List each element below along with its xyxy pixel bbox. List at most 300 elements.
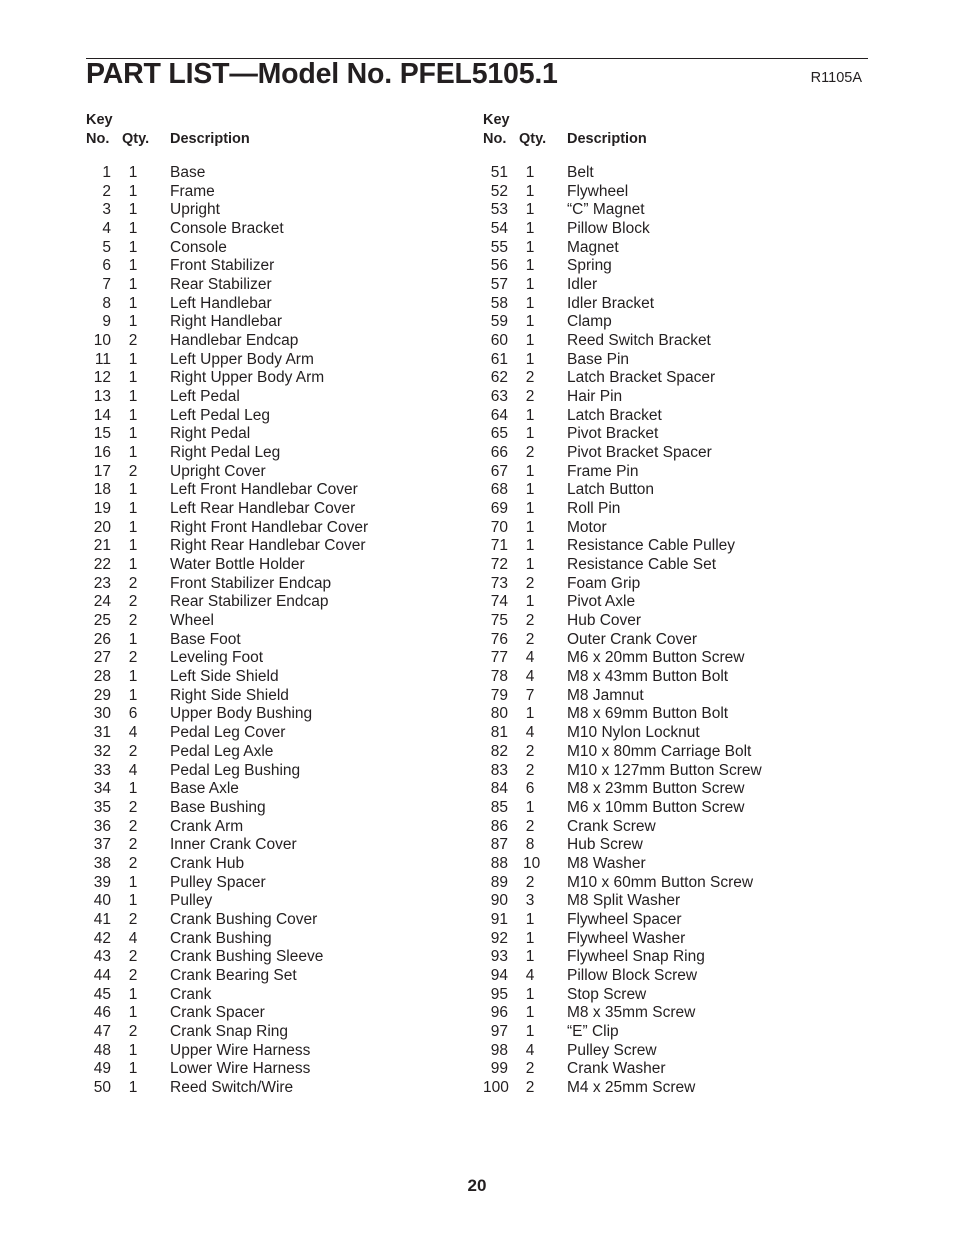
part-description: Frame Pin [567,462,639,480]
part-quantity: 1 [525,313,535,331]
part-key-number: 48 [93,1041,111,1059]
part-quantity: 1 [525,425,535,443]
part-key-number: 75 [490,612,508,630]
part-key-number: 14 [93,406,111,424]
part-quantity: 1 [128,164,138,181]
part-description: Base Pin [567,350,630,368]
part-quantity: 1 [525,220,535,238]
part-description: Right Side Shield [170,686,289,704]
part-description: Right Rear Handlebar Cover [170,537,366,555]
part-quantity: 4 [525,668,535,686]
part-key-number: 56 [490,257,508,275]
part-key-number: 28 [93,668,111,686]
part-key-number: 58 [490,294,508,312]
part-key-number: 29 [93,686,111,704]
part-description: Crank Snap Ring [170,1022,289,1040]
part-quantity: 1 [128,668,138,686]
part-quantity: 2 [128,948,138,966]
part-quantity: 1 [525,164,535,181]
part-key-number: 25 [93,612,111,630]
page-number: 20 [467,1176,487,1195]
part-key-number: 57 [490,276,508,294]
part-key-number: 40 [93,892,111,910]
part-quantity: 2 [128,854,138,872]
part-quantity: 1 [525,182,535,200]
part-key-number: 37 [93,836,111,854]
part-description: Base Axle [170,780,239,798]
part-description: Pulley Screw [567,1041,657,1059]
part-description: Spring [567,257,612,275]
part-key-number: 95 [490,985,508,1003]
part-description: Left Upper Body Arm [170,350,314,368]
part-quantity: 2 [525,742,535,760]
part-quantity: 2 [525,1060,535,1078]
part-key-number: 53 [490,201,508,219]
part-quantity: 1 [128,444,138,462]
part-quantity: 2 [525,574,535,592]
part-quantity: 1 [128,873,138,891]
part-key-number: 9 [102,313,111,331]
part-quantity: 1 [128,556,138,574]
part-key-number: 64 [490,406,508,424]
part-description: Rear Stabilizer Endcap [170,593,329,611]
part-description: Frame [170,182,215,200]
part-key-number: 88 [490,854,508,872]
part-description: Left Handlebar [170,294,272,312]
part-key-number: 45 [93,985,111,1003]
part-description: Front Stabilizer [170,257,275,275]
part-quantity: 6 [128,705,138,723]
part-quantity: 4 [525,1041,535,1059]
part-quantity: 1 [128,350,138,368]
part-description: Upper Wire Harness [170,1041,311,1059]
part-description: Flywheel Spacer [567,910,682,928]
part-key-number: 79 [490,686,508,704]
part-quantity: 1 [128,985,138,1003]
part-key-number: 82 [490,742,508,760]
part-key-number: 94 [490,966,508,984]
part-description: Console Bracket [170,220,284,238]
part-description: Right Front Handlebar Cover [170,518,369,536]
part-quantity: 1 [525,332,535,350]
part-key-number: 20 [93,518,111,536]
part-description: M8 x 69mm Button Bolt [567,705,729,723]
part-quantity: 2 [128,649,138,667]
part-quantity: 1 [525,406,535,424]
part-description: M8 Jamnut [567,686,644,704]
part-key-number: 72 [490,556,508,574]
part-description: Upper Body Bushing [170,705,313,723]
part-quantity: 1 [525,294,535,312]
part-key-number: 86 [490,817,508,835]
page-title: PART LIST—Model No. PFEL5105.1 [86,58,558,90]
part-description: Crank Bushing [170,929,272,947]
part-description: Water Bottle Holder [170,556,305,574]
part-description: M6 x 10mm Button Screw [567,798,745,816]
part-description: Clamp [567,313,612,331]
part-description: M8 x 43mm Button Bolt [567,668,729,686]
part-description: Resistance Cable Set [567,556,717,574]
part-key-number: 10 [93,332,111,350]
part-quantity: 2 [525,1078,535,1096]
part-description: Roll Pin [567,500,621,518]
part-key-number: 70 [490,518,508,536]
part-description: Pulley [170,892,213,910]
part-description: Idler Bracket [567,294,655,312]
part-quantity: 1 [128,276,138,294]
part-quantity: 1 [525,1004,535,1022]
part-quantity: 2 [128,1022,138,1040]
part-description: M8 Split Washer [567,892,681,910]
part-key-number: 47 [93,1022,111,1040]
part-key-number: 41 [93,910,111,928]
part-key-number: 4 [102,220,111,238]
part-description: Upright [170,201,220,219]
part-quantity: 2 [128,612,138,630]
part-description: Hub Screw [567,836,643,854]
part-description: Right Pedal [170,425,251,443]
document-code: R1105A [810,70,862,86]
part-key-number: 24 [93,593,111,611]
part-description: Latch Bracket Spacer [567,369,716,387]
part-quantity: 4 [128,929,138,947]
part-description: Leveling Foot [170,649,264,667]
part-key-number: 65 [490,425,508,443]
part-key-number: 1 [102,164,111,181]
part-quantity: 2 [128,836,138,854]
part-quantity: 1 [128,369,138,387]
part-description: Pivot Axle [567,593,636,611]
part-description: Upright Cover [170,462,266,480]
part-description: Right Upper Body Arm [170,369,325,387]
part-description: Outer Crank Cover [567,630,698,648]
part-description: M8 x 23mm Button Screw [567,780,745,798]
part-key-number: 16 [93,444,111,462]
part-quantity: 2 [128,798,138,816]
part-description: Inner Crank Cover [170,836,297,854]
part-quantity: 1 [128,238,138,256]
qty-header: Qty. [519,131,547,147]
part-description: Right Pedal Leg [170,444,281,462]
part-quantity: 4 [128,761,138,779]
part-description: Latch Bracket [567,406,662,424]
part-quantity: 4 [525,724,535,742]
part-quantity: 2 [128,332,138,350]
part-description: Pedal Leg Bushing [170,761,301,779]
part-quantity: 1 [525,238,535,256]
part-description: Crank Washer [567,1060,666,1078]
key-header: Key [483,112,510,128]
part-key-number: 87 [490,836,508,854]
part-key-number: 52 [490,182,508,200]
part-key-number: 3 [102,201,111,219]
part-quantity: 1 [525,948,535,966]
part-description: “C” Magnet [567,201,645,219]
part-key-number: 92 [490,929,508,947]
part-description: Base [170,164,206,181]
part-description: M10 x 80mm Carriage Bolt [567,742,752,760]
part-description: Pillow Block [567,220,650,238]
part-key-number: 90 [490,892,508,910]
part-description: Console [170,238,227,256]
part-key-number: 60 [490,332,508,350]
part-description: Crank Bearing Set [170,966,297,984]
part-description: Left Pedal Leg [170,406,270,424]
part-quantity: 1 [128,518,138,536]
part-key-number: 67 [490,462,508,480]
part-description: “E” Clip [567,1022,619,1040]
part-description: Flywheel Snap Ring [567,948,705,966]
part-key-number: 61 [490,350,508,368]
part-key-number: 100 [483,1078,509,1096]
part-quantity: 2 [525,444,535,462]
part-key-number: 71 [490,537,508,555]
part-quantity: 1 [525,481,535,499]
part-key-number: 62 [490,369,508,387]
part-quantity: 1 [128,406,138,424]
part-description: Base Foot [170,630,241,648]
part-description: Crank Hub [170,854,245,872]
part-quantity: 1 [525,257,535,275]
part-key-number: 46 [93,1004,111,1022]
part-key-number: 34 [93,780,111,798]
part-quantity: 2 [525,817,535,835]
part-description: Front Stabilizer Endcap [170,574,332,592]
part-key-number: 15 [93,425,111,443]
part-key-number: 85 [490,798,508,816]
part-quantity: 1 [525,556,535,574]
part-quantity: 1 [128,780,138,798]
part-quantity: 1 [128,388,138,406]
part-quantity: 1 [128,182,138,200]
part-quantity: 1 [128,425,138,443]
part-quantity: 1 [525,910,535,928]
part-quantity: 4 [525,649,535,667]
part-quantity: 2 [128,574,138,592]
part-key-number: 30 [93,705,111,723]
part-description: Flywheel [567,182,629,200]
part-quantity: 1 [128,537,138,555]
part-description: Left Rear Handlebar Cover [170,500,356,518]
part-key-number: 98 [490,1041,508,1059]
part-description: Pedal Leg Axle [170,742,274,760]
part-quantity: 1 [525,985,535,1003]
part-quantity: 2 [525,873,535,891]
part-description: Lower Wire Harness [170,1060,311,1078]
key-header: Key [86,112,113,128]
part-description: Crank Spacer [170,1004,265,1022]
part-description: Magnet [567,238,619,256]
no-header: No. [86,131,110,147]
part-description: Idler [567,276,598,294]
part-key-number: 81 [490,724,508,742]
part-quantity: 1 [128,1004,138,1022]
part-quantity: 1 [128,257,138,275]
part-key-number: 91 [490,910,508,928]
part-key-number: 42 [93,929,111,947]
part-quantity: 4 [128,724,138,742]
part-description: M8 x 35mm Screw [567,1004,696,1022]
part-quantity: 1 [128,294,138,312]
part-quantity: 1 [525,462,535,480]
part-quantity: 1 [525,798,535,816]
part-quantity: 2 [128,593,138,611]
part-key-number: 77 [490,649,508,667]
part-key-number: 99 [490,1060,508,1078]
part-key-number: 49 [93,1060,111,1078]
part-quantity: 1 [525,705,535,723]
part-description: Left Side Shield [170,668,279,686]
part-description: Stop Screw [567,985,647,1003]
part-quantity: 1 [128,220,138,238]
part-description: M10 x 60mm Button Screw [567,873,754,891]
part-key-number: 68 [490,481,508,499]
part-key-number: 39 [93,873,111,891]
part-description: Base Bushing [170,798,266,816]
part-description: Crank Bushing Sleeve [170,948,324,966]
part-description: Left Pedal [170,388,240,406]
part-key-number: 27 [93,649,111,667]
part-quantity: 2 [128,462,138,480]
part-description: Wheel [170,612,214,630]
part-description: Reed Switch Bracket [567,332,711,350]
part-key-number: 5 [102,238,111,256]
part-key-number: 78 [490,668,508,686]
part-key-number: 73 [490,574,508,592]
part-quantity: 2 [525,630,535,648]
part-key-number: 44 [93,966,111,984]
part-description: M10 x 127mm Button Screw [567,761,762,779]
part-description: Crank Screw [567,817,656,835]
part-key-number: 13 [93,388,111,406]
part-key-number: 36 [93,817,111,835]
part-description: Pedal Leg Cover [170,724,286,742]
part-description: Belt [567,164,594,181]
part-quantity: 2 [525,761,535,779]
no-header: No. [483,131,507,147]
part-description: Crank [170,985,212,1003]
part-quantity: 2 [128,817,138,835]
part-quantity: 7 [525,686,535,704]
part-description: Foam Grip [567,574,641,592]
part-key-number: 43 [93,948,111,966]
part-key-number: 35 [93,798,111,816]
part-description: Right Handlebar [170,313,283,331]
part-key-number: 33 [93,761,111,779]
part-quantity: 1 [128,500,138,518]
part-quantity: 10 [523,854,541,872]
part-quantity: 2 [525,612,535,630]
description-header: Description [567,131,647,147]
part-description: Crank Bushing Cover [170,910,318,928]
part-key-number: 80 [490,705,508,723]
part-quantity: 1 [128,630,138,648]
qty-header: Qty. [122,131,150,147]
part-quantity: 1 [128,1078,138,1096]
part-description: M4 x 25mm Screw [567,1078,696,1096]
part-description: M6 x 20mm Button Screw [567,649,745,667]
part-description: M8 Washer [567,854,646,872]
part-key-number: 18 [93,481,111,499]
part-quantity: 1 [525,518,535,536]
part-quantity: 2 [128,742,138,760]
part-description: Flywheel Washer [567,929,686,947]
part-key-number: 97 [490,1022,508,1040]
part-description: Rear Stabilizer [170,276,272,294]
part-quantity: 2 [525,388,535,406]
part-quantity: 1 [525,276,535,294]
part-description: Reed Switch/Wire [170,1078,294,1096]
part-key-number: 74 [490,593,508,611]
part-description: M10 Nylon Locknut [567,724,700,742]
part-key-number: 17 [93,462,111,480]
part-description: Handlebar Endcap [170,332,299,350]
part-key-number: 51 [490,164,508,181]
part-quantity: 6 [525,780,535,798]
part-quantity: 1 [525,201,535,219]
part-description: Pivot Bracket Spacer [567,444,712,462]
part-key-number: 31 [93,724,111,742]
part-description: Pillow Block Screw [567,966,698,984]
part-quantity: 1 [128,892,138,910]
part-quantity: 1 [525,929,535,947]
part-key-number: 89 [490,873,508,891]
part-description: Crank Arm [170,817,244,835]
part-quantity: 2 [525,369,535,387]
part-key-number: 23 [93,574,111,592]
part-quantity: 1 [525,537,535,555]
part-key-number: 26 [93,630,111,648]
part-key-number: 7 [102,276,111,294]
part-key-number: 12 [93,369,111,387]
part-key-number: 21 [93,537,111,555]
part-key-number: 76 [490,630,508,648]
part-quantity: 1 [128,201,138,219]
part-quantity: 1 [525,500,535,518]
part-key-number: 69 [490,500,508,518]
part-quantity: 1 [525,1022,535,1040]
part-description: Pivot Bracket [567,425,659,443]
part-key-number: 19 [93,500,111,518]
part-description: Motor [567,518,607,536]
part-key-number: 22 [93,556,111,574]
part-key-number: 8 [102,294,111,312]
part-key-number: 54 [490,220,508,238]
part-quantity: 1 [525,593,535,611]
part-key-number: 83 [490,761,508,779]
part-description: Pulley Spacer [170,873,266,891]
part-description: Resistance Cable Pulley [567,537,736,555]
part-description: Left Front Handlebar Cover [170,481,358,499]
part-quantity: 1 [128,481,138,499]
part-quantity: 1 [525,350,535,368]
part-quantity: 2 [128,966,138,984]
part-quantity: 3 [525,892,535,910]
part-description: Latch Button [567,481,655,499]
part-key-number: 84 [490,780,508,798]
part-key-number: 2 [102,182,111,200]
part-key-number: 11 [94,350,111,368]
part-quantity: 1 [128,1041,138,1059]
part-key-number: 96 [490,1004,508,1022]
part-key-number: 6 [102,257,111,275]
description-header: Description [170,131,250,147]
part-key-number: 32 [93,742,111,760]
part-key-number: 38 [93,854,111,872]
part-quantity: 4 [525,966,535,984]
part-description: Hub Cover [567,612,642,630]
part-key-number: 59 [490,313,508,331]
